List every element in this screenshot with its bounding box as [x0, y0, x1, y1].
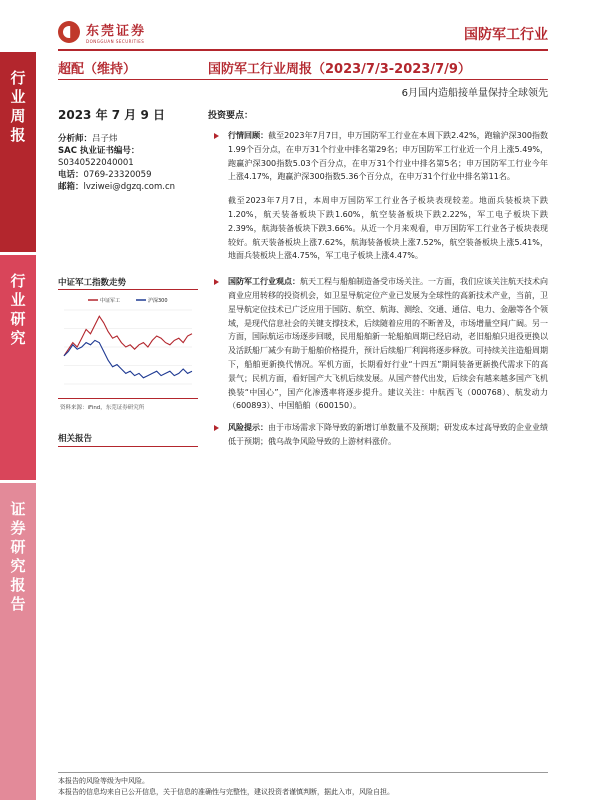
chart-top-divider	[58, 289, 198, 290]
side-block-report	[0, 483, 36, 800]
industry-view-paragraph	[208, 275, 548, 413]
report-title: 国防军工行业周报（2023/7/3-2023/7/9）	[208, 62, 471, 77]
side-block-research	[0, 255, 36, 480]
bullet-icon	[214, 425, 219, 431]
side-label-research: 行业研究	[8, 273, 27, 349]
side-block-weekly	[0, 52, 36, 252]
risk-paragraph	[208, 421, 548, 449]
market-review-text: 截至2023年7月7日，申万国防军工行业在本周下跌2.42%，跑输沪深300指数1.99个百分点，在申万31个行业中排名第29名；申万国防军工行业近一个月上涨5.49%，跑赢沪深300指数5.03个百分点，在申万31个行业中排名第5名；申万国防军工行业今年上涨4.17%，跑赢沪深300指数5.36个百分点，在申万31个行业中排名第11名。	[228, 131, 548, 182]
index-chart-svg	[58, 292, 198, 392]
chart-legend	[88, 297, 168, 304]
key-points-column	[208, 108, 548, 449]
company-logo	[58, 20, 146, 44]
side-label-weekly: 行业周报	[8, 70, 27, 146]
logo-en-text: DONGGUAN SECURITIES	[86, 39, 145, 44]
legend-label-hs300: 沪深300	[148, 298, 168, 304]
meta-column	[58, 106, 198, 193]
side-label-report: 证券研究报告	[8, 501, 27, 615]
email-label: 邮箱：	[58, 182, 84, 192]
index-chart	[58, 292, 198, 392]
phone-label: 电话：	[58, 170, 84, 180]
header-divider	[58, 49, 548, 51]
series-line-0	[64, 316, 192, 356]
analyst-label: 分析师：	[58, 134, 93, 144]
analyst-line	[58, 133, 198, 145]
related-reports-heading: 相关报告	[58, 434, 93, 444]
sac-label-line	[58, 145, 198, 157]
report-date: 2023 年 7 月 9 日	[58, 108, 165, 122]
logo-cn-text: 东莞证券	[86, 24, 147, 39]
footer-line-risk: 本报告的风险等级为中风险。	[58, 777, 149, 785]
email-address: lvziwei@dgzq.com.cn	[83, 182, 176, 192]
email-line	[58, 181, 198, 193]
logo-mark-icon	[58, 21, 80, 43]
rating: 超配（维持）	[58, 62, 137, 77]
market-review-key: 行情回顾：	[228, 131, 269, 140]
analyst-name: 吕子炜	[92, 134, 118, 144]
sac-number: S0340522040001	[58, 158, 134, 168]
risk-text: 由于市场需求下降导致的新增订单数量不及预期；研发成本过高导致的企业业绩低于预期；俄乌战争风险导致的上游材料涨价。	[228, 423, 548, 446]
industry-label: 国防军工行业	[464, 27, 548, 43]
report-subtitle: 6月国内造船接单量保持全球领先	[401, 88, 548, 99]
chart-bottom-divider	[58, 398, 198, 399]
industry-view-text: 航天工程与船舶制造备受市场关注。一方面，我们应该关注航天技术向商业应用转移的投资机会，如卫星导航定位产业已发展为全球性的高新技术产业，当前，卫星导航定位技术已广泛应用于国防、航空、航海、测绘、交通、通信、电力、金融等各个领域，是现代信息社会的关键支撑技术，后续随着应用的不断普及，市场增量空间广阔。另一方面，国际航运市场逐步回暖，民用船舶新一轮船舶周期已经启动，老旧船舶只退役更换以及活跃船厂减少有助于船舶价格提升，预计后续船厂利润将逐步释放。可持续关注造船周期下，船舶更新换代情况。军机方面，长期看好行业“十四五”期间装备更新换代需求下的高景气；民机方面，看好国产大飞机后续发展。从国产替代出发，后续会有越来越多国产飞机换装“中国心”，国产化渗透率将逐步提升。建议关注：中航西飞（000768）、航发动力（600893）、中国船舶（600150）。	[228, 277, 548, 411]
market-review-paragraph	[208, 129, 548, 184]
footer-divider	[58, 772, 548, 773]
chart-source: 资料来源：iFind，东莞证券研究所	[60, 405, 145, 411]
risk-key: 风险提示：	[228, 423, 268, 433]
sub-sector-paragraph	[208, 194, 548, 263]
related-divider	[58, 446, 198, 447]
key-points-title: 投资要点：	[208, 111, 254, 121]
footer	[58, 776, 394, 798]
industry-view-key: 国防军工行业观点：	[228, 277, 300, 287]
legend-label-military: 中证军工	[100, 298, 121, 304]
sub-sector-text: 截至2023年7月7日，本周申万国防军工行业各子板块表现较差。地面兵装板块下跌1.20%，航天装备板块下跌1.60%，航空装备板块下跌2.22%，军工电子板块下跌2.39%，航海装备板块下跌3.66%。从近一个月来观看，申万国防军工行业各子板块表现较好。航天装备板块上涨7.62%，航海装备板块上涨7.52%，航空装备板块上涨5.41%，地面兵装板块上涨4.75%，军工电子板块上涨4.47%。	[228, 196, 548, 261]
bullet-icon	[214, 133, 219, 139]
phone-number: 0769-23320059	[83, 170, 152, 180]
phone-line	[58, 169, 198, 181]
footer-line-disclaimer: 本报告的信息均来自已公开信息，关于信息的准确性与完整性，建议投资者谨慎判断，据此入市，风险自担。	[58, 788, 394, 796]
chart-title: 中证军工指数走势	[58, 278, 127, 288]
bullet-icon	[214, 279, 219, 285]
sac-label: SAC 执业证书编号：	[58, 146, 140, 156]
title-divider	[58, 79, 548, 80]
